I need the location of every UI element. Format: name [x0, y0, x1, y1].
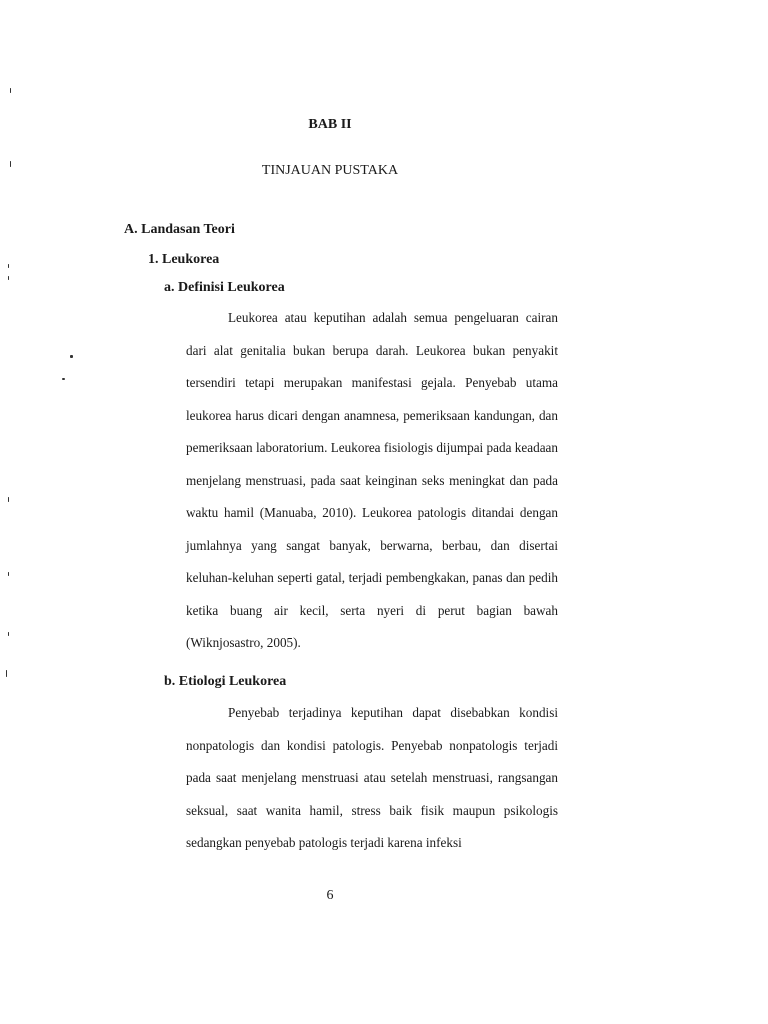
scan-speck [8, 632, 9, 636]
etiology-paragraph: Penyebab terjadinya keputihan dapat disebabkan kondisi nonpatologis dan kondisi patologis. Penyebab nonpatologis terjadi pada saat menjelang menstruasi atau setelah menstruasi, rangsangan seksual, saat wanita hamil, stress baik fisik maupun psikologis sedangkan penyebab patologis terjadi karena infeksi [186, 705, 558, 850]
definition-paragraph: Leukorea atau keputihan adalah semua pengeluaran cairan dari alat genitalia bukan berupa darah. Leukorea bukan penyakit tersendiri tetapi merupakan manifestasi gejala. Penyebab utama leukorea harus dicari dengan anamnesa, pemeriksaan kandungan, dan pemeriksaan laboratorium. Leukorea fisiologis dijumpai pada keadaan menjelang menstruasi, pada saat keinginan seks meningkat dan pada waktu hamil (Manuaba, 2010). Leukorea patologis ditandai dengan jumlahnya yang sangat banyak, berwarna, berbau, dan disertai keluhan-keluhan seperti gatal, terjadi pembengkakan, panas dan pedih ketika buang air kecil, serta nyeri di perut bagian bawah (Wiknjosastro, 2005). [186, 310, 558, 650]
scan-speck [8, 572, 9, 576]
chapter-title: TINJAUAN PUSTAKA [261, 163, 399, 178]
scan-speck [8, 497, 9, 502]
section-heading: A. Landasan Teori [124, 222, 235, 237]
scan-speck [8, 264, 9, 268]
scan-speck [10, 161, 11, 167]
scan-speck [6, 670, 7, 677]
etiology-heading: b. Etiologi Leukorea [164, 674, 287, 689]
scan-speck [62, 378, 65, 380]
scan-speck [70, 355, 73, 358]
chapter-number: BAB II [308, 117, 352, 132]
subsection-heading: 1. Leukorea [148, 252, 220, 267]
definition-heading: a. Definisi Leukorea [164, 280, 285, 295]
page-number: 6 [326, 888, 334, 903]
scan-speck [8, 276, 9, 280]
scan-speck [10, 88, 11, 93]
